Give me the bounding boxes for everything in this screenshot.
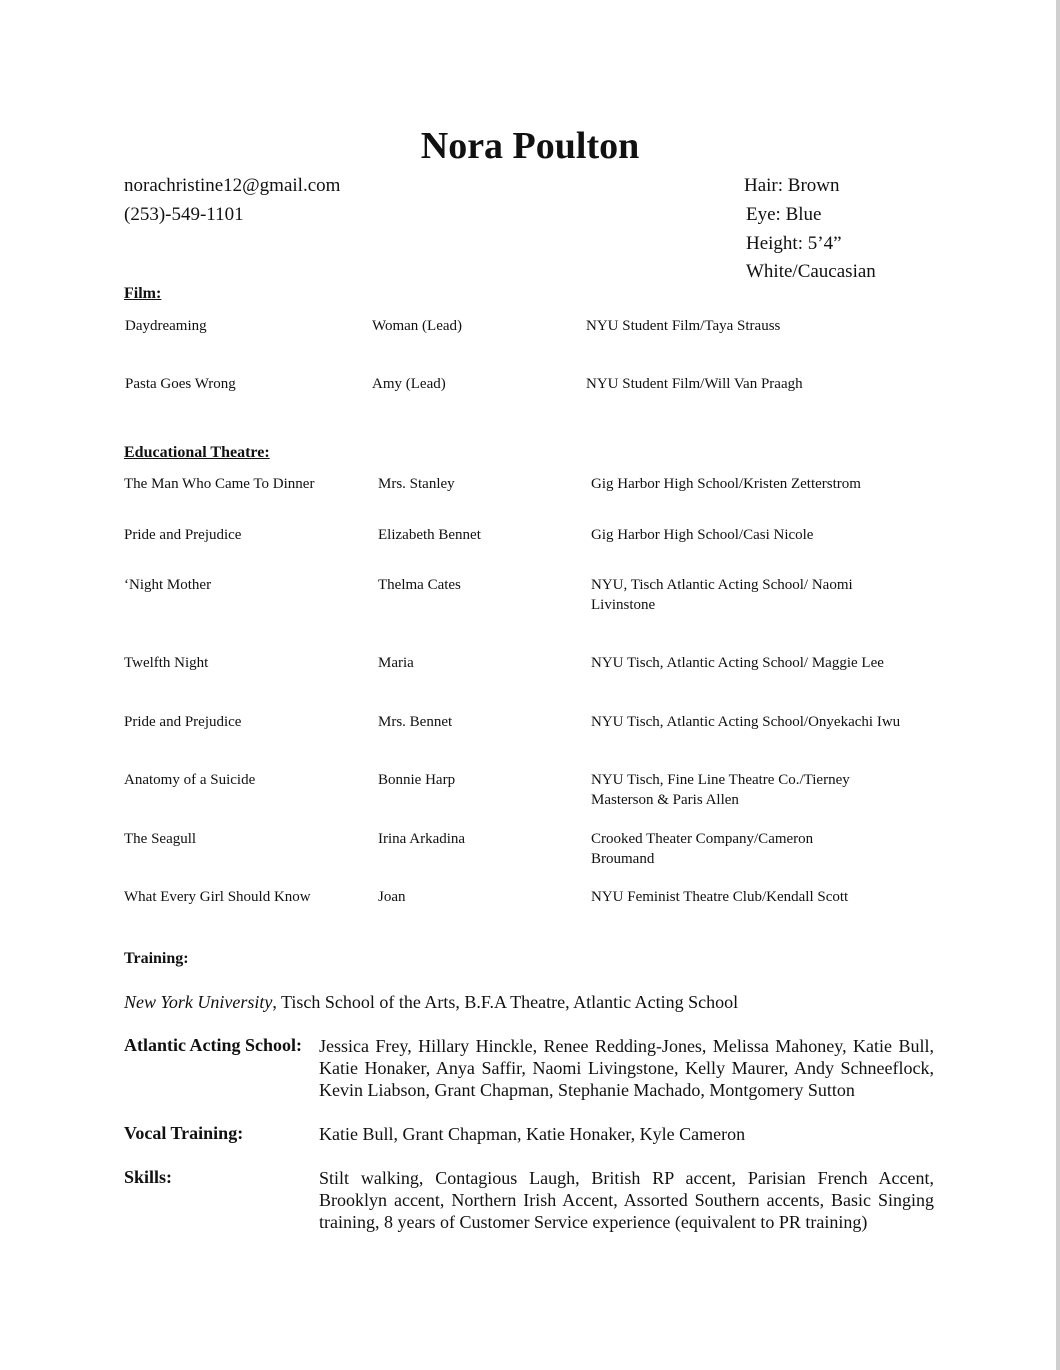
training-label: Skills: (124, 1167, 173, 1187)
stat-hair: Hair: Brown (744, 175, 840, 196)
training-heading: Training: (124, 950, 189, 967)
theatre-title: What Every Girl Should Know (124, 889, 311, 905)
theatre-company: NYU Tisch, Fine Line Theatre Co./Tierney Masterson & Paris Allen (591, 772, 850, 808)
theatre-role: Mrs. Stanley (378, 476, 455, 492)
film-heading: Film: (124, 285, 162, 302)
actor-name: Nora Poulton (420, 125, 640, 167)
school-line (124, 992, 738, 1013)
stat-eye: Eye: Blue (746, 204, 822, 225)
page-edge (1056, 0, 1060, 1370)
theatre-title: The Man Who Came To Dinner (124, 476, 315, 492)
email: norachristine12@gmail.com (124, 175, 341, 196)
theatre-role: Bonnie Harp (378, 772, 456, 788)
film-company: NYU Student Film/Will Van Praagh (586, 376, 803, 392)
theatre-title: Anatomy of a Suicide (124, 772, 256, 788)
theatre-role: Elizabeth Bennet (378, 527, 481, 543)
theatre-company: NYU Tisch, Atlantic Acting School/Onyekachi Iwu (591, 714, 901, 730)
training-label: Atlantic Acting School: (124, 1035, 302, 1055)
theatre-role: Mrs. Bennet (378, 714, 453, 730)
film-company: NYU Student Film/Taya Strauss (586, 318, 781, 334)
theatre-company: NYU, Tisch Atlantic Acting School/ Naomi Livinstone (591, 577, 853, 613)
theatre-company: NYU Feminist Theatre Club/Kendall Scott (591, 889, 849, 905)
theatre-title: Pride and Prejudice (124, 527, 242, 543)
training-label: Vocal Training: (124, 1123, 244, 1143)
theatre-role: Thelma Cates (378, 577, 461, 593)
theatre-title: Pride and Prejudice (124, 714, 242, 730)
theatre-role: Irina Arkadina (378, 831, 466, 847)
theatre-heading: Educational Theatre: (124, 444, 270, 461)
training-text: Jessica Frey, Hillary Hinckle, Renee Redding-Jones, Melissa Mahoney, Katie Bull, Katie Honaker, Anya Saffir, Naomi Livingstone, Kelly Maurer, Andy Schneeflock, Kevin Liabson, Grant Chapman, Stephanie Machado, Montgomery Sutton (319, 1036, 934, 1100)
theatre-title: Twelfth Night (124, 655, 209, 671)
school-details: , Tisch School of the Arts, B.F.A Theatre, Atlantic Acting School (272, 992, 739, 1012)
film-title: Pasta Goes Wrong (125, 376, 236, 392)
film-title: Daydreaming (125, 318, 207, 334)
training-text: Stilt walking, Contagious Laugh, British RP accent, Parisian French Accent, Brooklyn accent, Northern Irish Accent, Assorted Southern accents, Basic Singing training, 8 years of Customer Service experience (equivalent to PR training) (319, 1168, 934, 1232)
stat-ethnicity: White/Caucasian (746, 261, 876, 282)
theatre-title: ‘Night Mother (124, 577, 212, 593)
theatre-role: Maria (378, 655, 414, 671)
theatre-role: Joan (378, 889, 406, 905)
theatre-title: The Seagull (124, 831, 197, 847)
stat-height: Height: 5’4” (746, 233, 842, 254)
theatre-company: Gig Harbor High School/Kristen Zetterstrom (591, 476, 861, 492)
training-text: Katie Bull, Grant Chapman, Katie Honaker, Kyle Cameron (319, 1124, 746, 1144)
school-name: New York University (124, 992, 273, 1012)
theatre-company: NYU Tisch, Atlantic Acting School/ Maggie Lee (591, 655, 884, 671)
theatre-company: Crooked Theater Company/Cameron Broumand (591, 831, 814, 867)
phone: (253)-549-1101 (124, 204, 244, 225)
theatre-company: Gig Harbor High School/Casi Nicole (591, 527, 814, 543)
film-role: Woman (Lead) (372, 318, 462, 334)
film-role: Amy (Lead) (372, 376, 446, 392)
